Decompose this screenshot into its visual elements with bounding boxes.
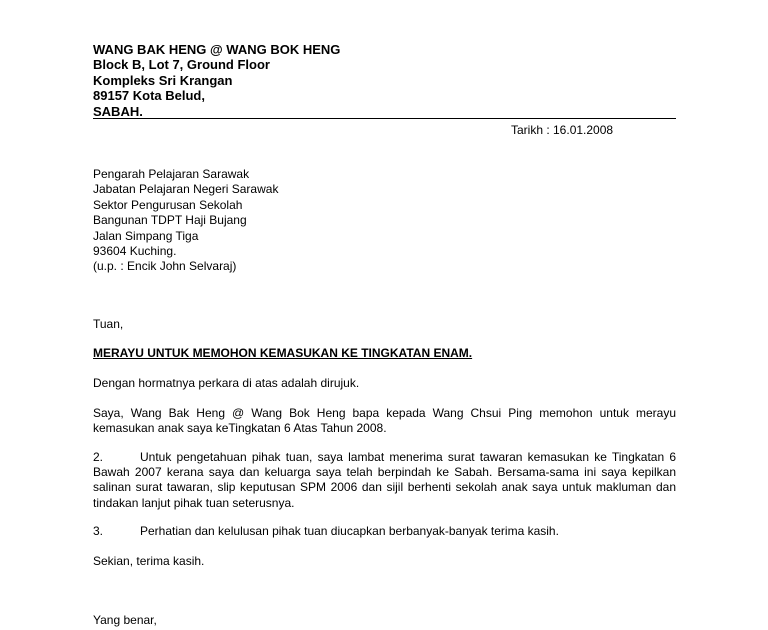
recipient-line: Sektor Pengurusan Sekolah (93, 197, 243, 212)
paragraph-number: 2. (93, 450, 104, 464)
intro-paragraph: Saya, Wang Bak Heng @ Wang Bok Heng bapa kepada Wang Chsui Ping memohon untuk merayu kemasukan anak saya keTingkatan 6 Atas Tahun 2008. (93, 406, 676, 436)
paragraph-number: 3. (93, 524, 104, 538)
letter-date: Tarikh : 16.01.2008 (511, 123, 614, 137)
sender-address-block (93, 42, 340, 119)
recipient-line: Jabatan Pelajaran Negeri Sarawak (93, 182, 279, 197)
recipient-attention: (u.p. : Encik John Selvaraj) (93, 259, 237, 274)
sender-address-line: Block B, Lot 7, Ground Floor (93, 57, 270, 73)
recipient-line: Bangunan TDPT Haji Bujang (93, 213, 247, 228)
recipient-line: 93604 Kuching. (93, 244, 177, 259)
letter-subject: MERAYU UNTUK MEMOHON KEMASUKAN KE TINGKATAN ENAM. (93, 346, 473, 360)
paragraph-text: Untuk pengetahuan pihak tuan, saya lambat menerima surat tawaran kemasukan ke Tingkatan 6 Bawah 2007 kerana saya dan keluarga saya telah berpindah ke Sabah. Bersama-sama ini saya kepilkan salinan surat tawaran, slip keputusan SPM 2006 dan sijil berhenti sekolah anak saya untuk makluman dan tindakan lanjut pihak tuan seterusnya. (93, 450, 676, 510)
closing-signoff: Yang benar, (93, 613, 157, 627)
sender-address-line: Kompleks Sri Krangan (93, 72, 233, 88)
paragraph-text: Perhatian dan kelulusan pihak tuan diucapkan berbanyak-banyak terima kasih. (140, 524, 559, 538)
paragraph-3 (93, 524, 676, 539)
opening-paragraph: Dengan hormatnya perkara di atas adalah dirujuk. (93, 376, 360, 390)
sender-name: WANG BAK HENG @ WANG BOK HENG (93, 42, 341, 57)
paragraph-2 (93, 450, 676, 511)
closing-thanks: Sekian, terima kasih. (93, 554, 205, 568)
sender-address-line: 89157 Kota Belud, (93, 88, 205, 104)
recipient-address-block (93, 167, 278, 275)
salutation: Tuan, (93, 317, 124, 331)
letterhead-divider (93, 118, 676, 119)
recipient-line: Jalan Simpang Tiga (93, 228, 199, 243)
sender-address-line: SABAH. (93, 103, 143, 119)
recipient-line: Pengarah Pelajaran Sarawak (93, 167, 250, 181)
